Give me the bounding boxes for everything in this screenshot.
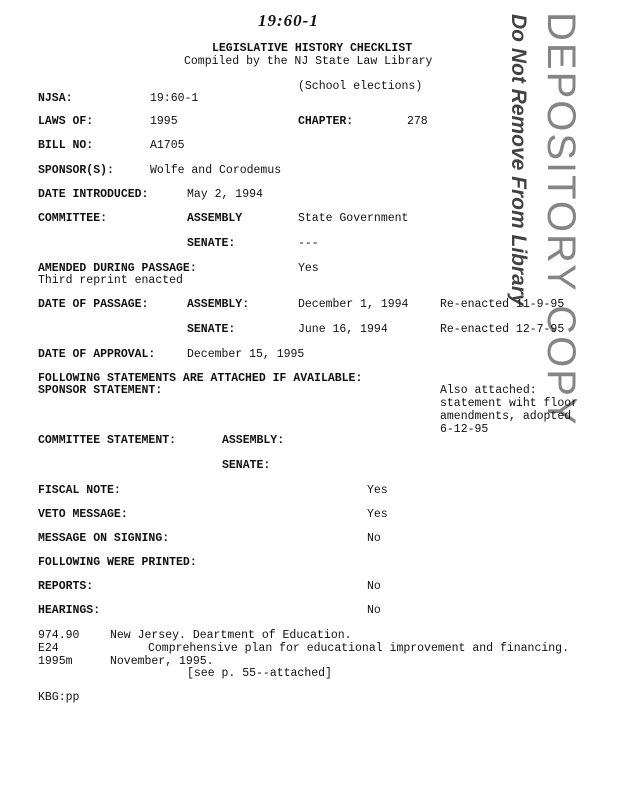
reports-label: REPORTS: <box>38 580 94 593</box>
passage-senate-note: Re-enacted 12-7-95 <box>440 323 565 336</box>
fiscal-note-value: Yes <box>367 484 388 497</box>
also-attached-line: Also attached: <box>440 384 537 397</box>
message-on-signing-value: No <box>367 532 381 545</box>
date-introduced-label: DATE INTRODUCED: <box>38 188 149 201</box>
committee-assembly-value: State Government <box>298 212 409 225</box>
amended-value: Yes <box>298 262 319 275</box>
bill-no-label: BILL NO: <box>38 139 94 152</box>
laws-of-label: LAWS OF: <box>38 115 94 128</box>
also-attached-line: amendments, adopted <box>440 410 572 423</box>
message-on-signing-label: MESSAGE ON SIGNING: <box>38 532 170 545</box>
initials: KBG:pp <box>38 691 80 704</box>
committee-statement-label: COMMITTEE STATEMENT: <box>38 434 177 447</box>
do-not-remove-stamp: Do Not Remove From Library <box>507 14 530 306</box>
citation-line: Comprehensive plan for educational improvement and financing. <box>148 642 569 655</box>
laws-of-value: 1995 <box>150 115 178 128</box>
committee-statement-assembly-label: ASSEMBLY: <box>222 434 285 447</box>
committee-senate-value: --- <box>298 237 319 250</box>
chapter-value: 278 <box>407 115 428 128</box>
call-number-line: E24 <box>38 642 59 655</box>
following-printed-heading: FOLLOWING WERE PRINTED: <box>38 556 197 569</box>
fiscal-note-label: FISCAL NOTE: <box>38 484 121 497</box>
citation-line: November, 1995. <box>110 655 214 668</box>
topic: (School elections) <box>298 80 423 93</box>
committee-statement-senate-label: SENATE: <box>222 459 271 472</box>
amended-label: AMENDED DURING PASSAGE: <box>38 262 197 275</box>
njsa-label: NJSA: <box>38 92 73 105</box>
sponsor-statement-label: SPONSOR STATEMENT: <box>38 384 163 397</box>
passage-assembly-label: ASSEMBLY: <box>187 298 250 311</box>
document-subtitle: Compiled by the NJ State Law Library <box>184 55 433 68</box>
citation-line: New Jersey. Deartment of Education. <box>110 629 352 642</box>
date-of-passage-label: DATE OF PASSAGE: <box>38 298 149 311</box>
date-of-approval-value: December 15, 1995 <box>187 348 305 361</box>
reports-value: No <box>367 580 381 593</box>
amended-note: Third reprint enacted <box>38 274 183 287</box>
veto-message-value: Yes <box>367 508 388 521</box>
passage-senate-value: June 16, 1994 <box>298 323 388 336</box>
sponsors-label: SPONSOR(S): <box>38 164 114 177</box>
also-attached-line: 6-12-95 <box>440 423 489 436</box>
veto-message-label: VETO MESSAGE: <box>38 508 128 521</box>
njsa-value: 19:60-1 <box>150 92 199 105</box>
sponsors-value: Wolfe and Corodemus <box>150 164 282 177</box>
passage-senate-label: SENATE: <box>187 323 236 336</box>
citation-line: [see p. 55--attached] <box>187 667 332 680</box>
bill-no-value: A1705 <box>150 139 185 152</box>
document-title: LEGISLATIVE HISTORY CHECKLIST <box>212 42 413 55</box>
depository-stamp: DEPOSITORY COPY <box>539 12 583 427</box>
date-introduced-value: May 2, 1994 <box>187 188 263 201</box>
hearings-value: No <box>367 604 381 617</box>
handwritten-number: 19:60-1 <box>258 11 319 30</box>
also-attached-line: statement wiht floor <box>440 397 579 410</box>
committee-assembly-label: ASSEMBLY <box>187 212 243 225</box>
passage-assembly-note: Re-enacted 11-9-95 <box>440 298 565 311</box>
call-number-line: 974.90 <box>38 629 80 642</box>
chapter-label: CHAPTER: <box>298 115 354 128</box>
passage-assembly-value: December 1, 1994 <box>298 298 409 311</box>
date-of-approval-label: DATE OF APPROVAL: <box>38 348 156 361</box>
hearings-label: HEARINGS: <box>38 604 101 617</box>
call-number-line: 1995m <box>38 655 73 668</box>
following-statements-heading: FOLLOWING STATEMENTS ARE ATTACHED IF AVAILABLE: <box>38 372 363 385</box>
committee-senate-label: SENATE: <box>187 237 236 250</box>
committee-label: COMMITTEE: <box>38 212 108 225</box>
